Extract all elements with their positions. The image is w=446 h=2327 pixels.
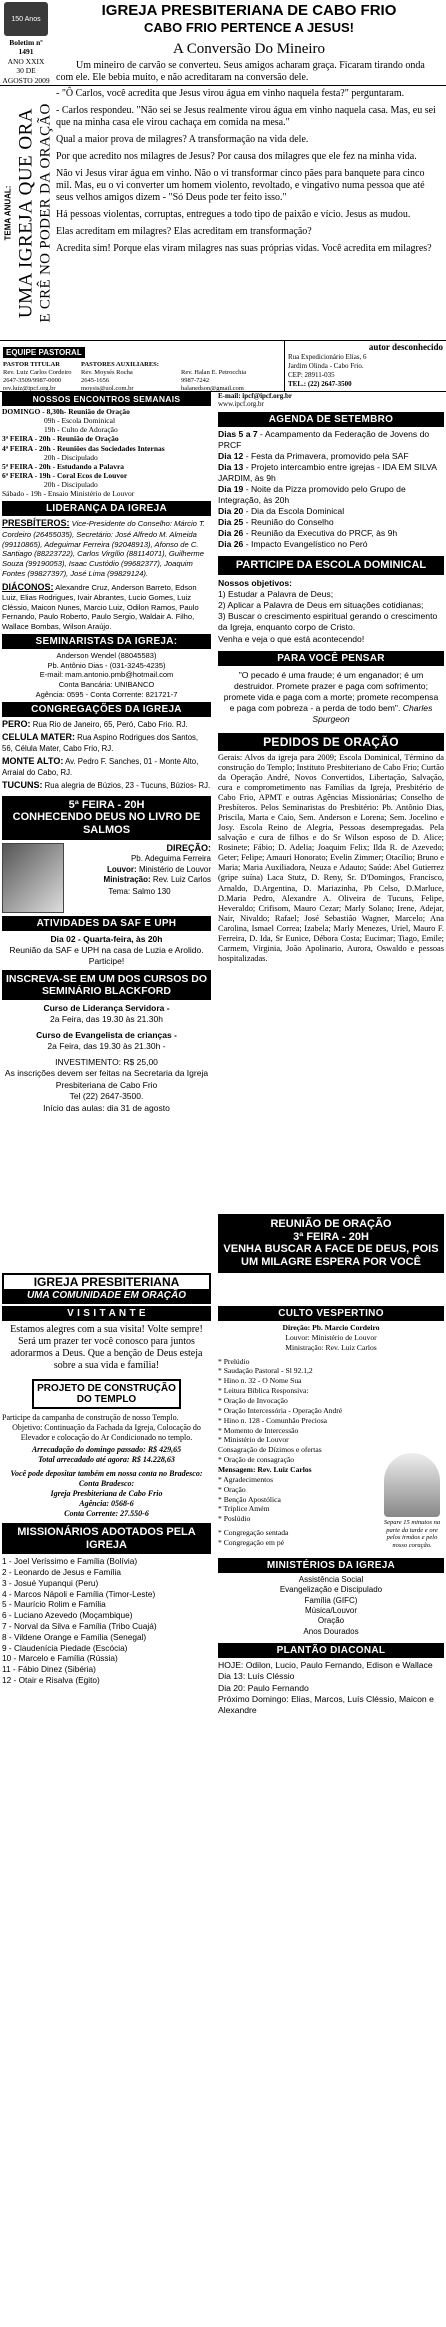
- ministerio-item: Anos Dourados: [303, 1626, 359, 1636]
- louvor-name: Ministério de Louvor: [138, 864, 211, 874]
- contact-site[interactable]: www.ipcf.org.br: [218, 400, 264, 408]
- article-paragraph: Por que acredito nos milagres de Jesus? Por causa dos milagres que ele fez na minha vida.: [56, 151, 417, 162]
- escola-closing: Venha e veja o que está acontecendo!: [218, 633, 365, 644]
- ministerio-item: Assistência Social: [298, 1574, 364, 1584]
- agenda-day: Dias 5 a 7: [218, 429, 258, 439]
- article-paragraph: - "Ô Carlos, você acredita que Jesus virou água em vinho naquela festa?" perguntaram.: [56, 88, 405, 99]
- bulletin-year: ANO XXIX: [7, 56, 45, 66]
- schedule-item: Sábado - 19h - Ensaio Ministério de Louvor: [2, 489, 135, 499]
- igreja-bar: [2, 1273, 211, 1304]
- ministracao-name: Rev. Luiz Carlos: [152, 875, 211, 885]
- congregacao-name: MONTE ALTO:: [2, 756, 64, 767]
- article-paragraph: Acredita sim! Porque elas viram milagres nas suas próprias vidas. Você acredita em milagres?: [56, 243, 432, 254]
- contact-phone: TEL.: (22) 2647-3500: [288, 379, 352, 388]
- agenda-text: - Projeto intercambio entre igrejas - IDA EM SILVA JARDIM, às 9h: [218, 462, 437, 483]
- bulletin-date: 30 DE AGOSTO 2009: [2, 66, 50, 85]
- section-title-pedidos: PEDIDOS DE ORAÇÃO: [218, 733, 444, 751]
- saf-line2: Reunião da SAF e UPH na casa de Luzia e Arolido. Participe!: [9, 944, 204, 966]
- agenda-text: - Reunião da Executiva do PRCF, às 9h: [245, 528, 398, 538]
- missionario-item: 11 - Fábio Dinez (Sibéria): [2, 1664, 96, 1675]
- pensar-text: "O pecado é uma fraude; é um enganador; é um destruidor. Promete prazer e paga com sofrimento; promete vida e paga com a morte; promete recompensa e paga com pobreza - a perda de todo bem".: [223, 669, 439, 714]
- culto-item: * Leitura Bíblica Responsiva:: [218, 1386, 309, 1396]
- bulletin-number: Boletim nº 1491: [9, 38, 43, 57]
- curso2-title: Curso de Evangelista de crianças -: [36, 1029, 177, 1040]
- congregacao-name: TUCUNS:: [2, 779, 43, 790]
- culto-item: * Momento de Intercessão: [218, 1425, 299, 1435]
- culto-item: * Agradecimentos: [218, 1474, 274, 1484]
- projeto-intro: Participe da campanha de construção de nosso Templo.: [2, 1413, 179, 1422]
- missionario-item: 6 - Luciano Azevedo (Moçambique): [2, 1610, 133, 1621]
- agenda-day: Dia 19: [218, 484, 244, 494]
- reuniao-box: [218, 1214, 444, 1273]
- presbiteros-list: Vice-Presidente do Conselho: Márcio T. Cordeiro (26455035), Secretário: José Alfredo M. Almeida (99110865), Adeguimar Ferreira (92048913), Afonso de C. Santiago (88223722), Carlos Virgílio (88114071), Guilherme Souza (99190053), Isaac Custódio (99682377), Joaquim Fontes (99827397), José Lima (99829124).: [2, 519, 206, 578]
- congregacao-address: Av. Pedro F. Sanches, 01 - Monte Alto, Arraial do Cabo, RJ.: [2, 757, 199, 777]
- contact-address1: Rua Expedicionário Elias, 6: [288, 353, 367, 362]
- missionario-item: 5 - Maurício Rolim e Família: [2, 1599, 106, 1610]
- agenda-text: - Festa da Primavera, promovido pela SAF: [245, 451, 409, 461]
- agenda-text: - Acampamento da Federação de Jovens do PRCF: [218, 429, 430, 450]
- aux1-name: Rev. Moysés Rocha: [81, 369, 133, 377]
- agenda-day: Dia 25: [218, 517, 244, 527]
- section-title-pensar: PARA VOCÊ PENSAR: [218, 651, 444, 666]
- missionario-item: 7 - Norval da Silva e Família (Tribo Cuajá): [2, 1620, 157, 1631]
- section-title-salmos: [2, 796, 211, 840]
- missionario-item: 8 - Vildene Orange e Família (Senegal): [2, 1631, 147, 1642]
- article-paragraph: Há pessoas violentas, corruptas, entregues a todo tipo de paixão e vício. Jesus as mudou.: [56, 209, 411, 220]
- section-title-lideranca: LIDERANÇA DA IGREJA: [2, 501, 211, 516]
- church-slogan: CABO FRIO PERTENCE A JESUS!: [144, 20, 354, 35]
- theme-small: TEMA ANUAL:: [3, 185, 13, 241]
- praying-woman-icon: [384, 1453, 440, 1517]
- agenda-item: [218, 506, 444, 517]
- missionario-item: 9 - Claudenícia Piedade (Escócia): [2, 1642, 128, 1653]
- plantao-d13: Dia 13: Luís Cléssio: [218, 1671, 295, 1682]
- header: [0, 0, 446, 86]
- culto-item: Consagração de Dízimos e ofertas: [218, 1445, 322, 1455]
- curso2-text: 2a Feira, das 19.30 às 21.30h -: [47, 1041, 166, 1052]
- section-title-escola: PARTICIPE DA ESCOLA DOMINICAL: [218, 556, 444, 575]
- salmos-tema: Tema: Salmo 130: [108, 887, 171, 897]
- plantao-hoje: HOJE: Odilon, Lucio, Paulo Fernando, Edison e Wallace: [218, 1660, 433, 1671]
- article-title: A Conversão Do Mineiro: [172, 41, 326, 57]
- congregacao-address: Rua alegria de Búzios, 23 - Tucuns, Búzios- RJ.: [44, 780, 211, 790]
- congregacao-name: CELULA MATER:: [2, 732, 75, 743]
- bible-image-icon: [2, 843, 64, 913]
- reuniao-title3: VENHA BUSCAR A FACE DE DEUS, POIS UM MILAGRE ESPERA POR VOCÊ: [223, 1243, 439, 1268]
- culto-item: * Hino n. 32 - O Nome Sua: [218, 1376, 302, 1386]
- culto-item: * Tríplice Amém: [218, 1504, 270, 1514]
- diaconos-list: Alexandre Cruz, Anderson Barreto, Edson Luiz, Elias Rodrigues, Ivair Abrantes, Lucio Gomes, Luiz Cléssio, Maicon Nunes, Marcio Luiz, Odilon Ramos, Paulo Fernando, Paulo Roberto, Paulo Sergio, Waldair A. Filho, Wallace Bombas, Wilson Araújo.: [2, 582, 199, 632]
- congregacao-item: [2, 719, 211, 731]
- article-paragraph: - Carlos respondeu. "Não sei se Jesus realmente virou água em vinho naquela casa. Mas, eu sei que na minha casa ele virou cachaça em comida na mesa.": [56, 105, 436, 128]
- aux1-phone: 2645-1656: [81, 377, 110, 385]
- projeto-agencia: Agência: 0568-6: [79, 1499, 134, 1508]
- agenda-text: - Impacto Evangelístico no Peró: [245, 539, 368, 549]
- aux1-email[interactable]: moysis@uol.com.br: [81, 385, 134, 393]
- presbiteros-label: PRESBÍTEROS:: [2, 518, 70, 529]
- culto-item: * Congregação sentada: [218, 1528, 289, 1538]
- escola-item: 1) Estudar a Palavra de Deus;: [218, 588, 334, 599]
- equipe-title: EQUIPE PASTORAL: [3, 347, 85, 358]
- ministracao-label: Ministração:: [103, 875, 151, 885]
- culto-item: * Benção Apostólica: [218, 1494, 281, 1504]
- contact-cep: CEP: 28911-035: [288, 370, 335, 379]
- culto-direcao: Direção: Pb. Marcio Cordeiro: [282, 1323, 380, 1332]
- igreja-bar-title: IGREJA PRESBITERIANA: [33, 1275, 180, 1289]
- section-title-blackford: INSCREVA-SE EM UM DOS CURSOS DO SEMINÁRIO BLACKFORD: [2, 970, 211, 1000]
- agenda-item: [218, 484, 444, 506]
- projeto-objetivo: Objetivo: Continuação da Fachada da Igreja, Colocação do Elevador e colocação do Ar Condicionado no templo.: [12, 1423, 201, 1442]
- article-paragraph: Qual a maior prova de milagres? A transformação na vida dele.: [56, 134, 309, 145]
- side-banner: [0, 86, 52, 340]
- section-title-agenda: AGENDA DE SETEMBRO: [218, 412, 444, 427]
- ministerio-item: Oração: [317, 1616, 345, 1626]
- missionario-item: 4 - Marcos Nápoli e Família (Timor-Leste): [2, 1588, 156, 1599]
- section-title-culto: CULTO VESPERTINO: [218, 1306, 444, 1321]
- schedule-item: 4ª FEIRA - 20h - Reuniões das Sociedades Internas: [2, 443, 165, 453]
- section-title-ministerios: MINISTÉRIOS DA IGREJA: [218, 1558, 444, 1573]
- schedule-item: DOMINGO - 8,30h- Reunião de Oração: [2, 407, 130, 416]
- agenda-day: Dia 26: [218, 539, 244, 549]
- agenda-day: Dia 13: [218, 462, 244, 472]
- agenda-item: [218, 451, 444, 462]
- titular-email[interactable]: rev.luiz@ipcf.org.br: [3, 385, 56, 393]
- agenda-item: [218, 517, 444, 528]
- pedidos-text: Gerais: Alvos da igreja para 2009; Escola Dominical, Término da construção do Templo; Instituto Presbiteriano de Cabo Frio; Curtão da Operação André, Novos Convertidos, Libertação, Salvação, cura e comprometimento nas Famílias da Igreja, Presbitério de Cabo Frio, APMT e outras Agências Missionárias; Conselho de Presbíteros. Pelos Seminaristas do Presbitério: Pb. Antônio Dias, Priscila, Marta e Caio, Sem. Anderson e Lorena; Sem. Jocelino e Josy. Escola Reino de Alegria, Pessoas desempregadas. Pela salvação e cura de filhos e do Sr Wilson esposo de D. Alice; Rosinete; Fábio; D. Adelia; Joaquim Felix; Ilda R. de Azevedo; Geter; Felipe; Amauri Honorato; Evelin Zimmer; Otacílio; Bruno e Maria; Maria Auxiliadora, Neuza e Adauto; Saúde: Abel Gutierrez (gripe suína) Laca Stutz, D. Reny, Sr. D'Domingos, Francisco, Arnaldo, D.Argentina, D. Mariazinha, Pb Celso, D.Marluce, D.Maria Pedro, Alexandre A. Oliveira de Tucuns, Felipe, Heveraldo; Crifisom, Mauro Cezar; Marly Solano; Irene, Adejar, Nair, Nivaldo; Rafael; José Sebastião Wagner, Marcelo; Ana Carolina, Ismael Correa; Izabela; Marly Menezes, Uriel, Mauro F. Ferreira, D. Ida, Sr Eunice, Débora Costa; Eucimar; Tiago, Emile; Carmem, Virginia, João Apolinario, Aurora, Oswaldo e pessoas hospitalizadas.: [218, 752, 444, 964]
- agenda-day: Dia 20: [218, 506, 244, 516]
- article-paragraph: Não vi Jesus virar água em vinho. Não o vi transformar cinco pães para banquete para cinco mil. Mas, eu o vi converter um homem violento, revoltado, e vingativo numa pessoa que até seus velhos amigos dizem - "Só Deus pode ter feito isso.": [56, 168, 425, 203]
- schedule-item: 20h - Discipulado: [44, 452, 98, 462]
- agenda-item: [218, 429, 444, 451]
- plantao-proximo: Próximo Domingo: Elias, Marcos, Luís Cléssio, Maicon e Alexandre: [218, 1693, 434, 1715]
- agenda-item: [218, 539, 444, 550]
- escola-item: 2) Aplicar a Palavra de Deus em situações cotidianas;: [218, 599, 424, 610]
- section-title-plantao: PLANTÃO DIACONAL: [218, 1643, 444, 1658]
- agenda-item: [218, 528, 444, 539]
- visitante-text: Estamos alegres com a sua visita! Volte sempre! Será um prazer ter você conosco para juntos adorarmos a Deus. Que a benção de Deus esteja sobre a sua vida e família!: [10, 1324, 203, 1371]
- projeto-corrente: Conta Corrente: 27.550-6: [64, 1509, 149, 1518]
- projeto-total: Total arrecadado até agora: R$ 14.228,63: [38, 1455, 175, 1464]
- congregacao-name: PERO:: [2, 718, 31, 729]
- theme-line1: UMA IGREJA QUE ORA: [15, 107, 37, 319]
- louvor-label: Louvor:: [106, 864, 137, 874]
- culto-item: * Oração Intercessória - Operação André: [218, 1405, 343, 1415]
- agenda-text: - Noite da Pizza promovido pelo Grupo de Integração, às 20h: [218, 484, 406, 505]
- reuniao-title1: REUNIÃO DE ORAÇÃO: [270, 1218, 392, 1230]
- culto-item: * Ministério de Louvor: [218, 1435, 289, 1445]
- church-name: IGREJA PRESBITERIANA DE CABO FRIO: [101, 2, 397, 19]
- projeto-conta-name: Igreja Presbiteriana de Cabo Frio: [50, 1489, 163, 1498]
- schedule-item: 6ª FEIRA - 19h - Coral Ecos de Louvor: [2, 470, 128, 480]
- culto-item: * Congregação em pé: [218, 1538, 284, 1548]
- seal-text: 150 Anos: [11, 15, 41, 23]
- contact-address2: Jardim Olinda - Cabo Frio.: [288, 362, 364, 370]
- schedule-item: 09h - Escola Dominical: [44, 416, 116, 426]
- projeto-conta-label: Conta Bradesco:: [78, 1479, 135, 1488]
- ministerio-item: Evangelização e Discipulado: [279, 1585, 383, 1595]
- article-author: autor desconhecido: [368, 342, 443, 352]
- congregacao-item: [2, 756, 211, 778]
- aux-label: PASTORES AUXILIARES:: [81, 361, 159, 368]
- blackford-inicio: Início das aulas: dia 31 de agosto: [43, 1102, 170, 1113]
- blackford-text: As inscrições devem ser feitas na Secretaria da Igreja Presbiteriana de Cabo Frio: [4, 1068, 209, 1090]
- culto-item: Mensagem: Rev. Luiz Carlos: [218, 1465, 312, 1475]
- culto-note: Separe 15 minutos na parte da tarde e ore pelos irmãos e pelo nosso coração.: [383, 1518, 441, 1550]
- section-title-seminaristas: SEMINARISTAS DA IGREJA:: [2, 634, 211, 649]
- contact-email[interactable]: E-mail: ipcf@ipcf.org.br: [218, 392, 292, 400]
- diaconos-label: DIÁCONOS:: [2, 581, 54, 592]
- titular-name: Rev. Luiz Carlos Cordeiro: [3, 369, 72, 377]
- salmos-title2: CONHECENDO DEUS NO LIVRO DE SALMOS: [12, 811, 201, 836]
- schedule-item: 5ª FEIRA - 20h - Estudando a Palavra: [2, 461, 125, 471]
- curso1-text: 2a Feira, das 19.30 às 21.30h: [50, 1014, 163, 1025]
- investimento: INVESTIMENTO: R$ 25,00: [55, 1056, 158, 1067]
- seminarista-line: Agência: 0595 - Conta Corrente: 821721-7: [35, 689, 178, 699]
- projeto-bradesco: Você pode depositar também em nossa conta no Bradesco:: [10, 1469, 203, 1478]
- culto-item: * Prelúdio: [218, 1356, 250, 1366]
- culto-item: * Poslúdio: [218, 1514, 251, 1524]
- culto-item: * Oração: [218, 1484, 246, 1494]
- igreja-bar-subtitle: UMA COMUNIDADE EM ORAÇÃO: [4, 1289, 209, 1302]
- titular-phone: 2647-3509/9987-0000: [3, 377, 62, 385]
- culto-item: * Oração de consagração: [218, 1455, 295, 1465]
- agenda-day: Dia 12: [218, 451, 244, 461]
- blackford-phone: Tel (22) 2647-3500.: [69, 1091, 144, 1102]
- section-title-missionarios: MISSIONÁRIOS ADOTADOS PELA IGREJA: [2, 1523, 211, 1554]
- missionario-item: 1 - Joel Veríssimo e Família (Bolívia): [2, 1556, 138, 1567]
- saf-line1: Dia 02 - Quarta-feira, às 20h: [50, 933, 163, 944]
- congregacao-item: [2, 780, 211, 792]
- direcao-name: Pb. Adeguima Ferreira: [130, 854, 211, 864]
- culto-item: * Hino n. 128 - Comunhão Preciosa: [218, 1415, 328, 1425]
- salmos-title1: 5ª FEIRA - 20H: [68, 798, 145, 811]
- schedule-item: 3ª FEIRA - 20h - Reunião de Oração: [2, 434, 119, 444]
- projeto-title: PROJETO DE CONSTRUÇÃO DO TEMPLO: [32, 1379, 181, 1409]
- plantao-d20: Dia 20: Paulo Fernando: [218, 1682, 309, 1693]
- aux2-phone: 9987-7242: [181, 377, 210, 385]
- schedule-item: 20h - Discipulado: [44, 480, 98, 490]
- escola-item: 3) Buscar o crescimento espiritual gerando o crescimento da Igreja, enquanto corpo de Cristo.: [218, 611, 438, 633]
- section-title-saf: ATIVIDADES DA SAF E UPH: [2, 916, 211, 931]
- congregacao-address: Rua Aspino Rodrigues dos Santos, 56, Célula Mater, Cabo Frio, RJ.: [2, 733, 199, 754]
- culto-louvor: Louvor: Ministério de Louvor: [285, 1332, 377, 1342]
- section-title-congregacoes: CONGREGAÇÕES DA IGREJA: [2, 702, 211, 717]
- aux2-email[interactable]: halanedson@gmail.com: [181, 385, 244, 393]
- article-paragraph: Elas acreditam em milagres? Elas acreditam em transformação?: [56, 226, 312, 237]
- seminarista-line: Pb. Antônio Dias - (031-3245-4235): [47, 660, 166, 670]
- curso1-title: Curso de Liderança Servidora -: [43, 1002, 170, 1013]
- theme-line2: E CRÊ NO PODER DA ORAÇÃO: [37, 103, 54, 323]
- aux2-name: Rev. Halan E. Petrocchia: [181, 369, 247, 377]
- culto-item: * Oração de Invocação: [218, 1396, 288, 1406]
- agenda-item: [218, 462, 444, 484]
- culto-ministracao: Ministração: Rev. Luiz Carlos: [285, 1342, 377, 1352]
- ministerio-item: Família (GIFC): [304, 1595, 358, 1605]
- seminarista-line: Anderson Wendel (88045583): [56, 650, 157, 660]
- seminarista-line: Conta Bancária: UNIBANCO: [58, 680, 155, 690]
- missionario-item: 10 - Marcelo e Família (Rússia): [2, 1653, 118, 1664]
- reuniao-title2: 3ª FEIRA - 20H: [293, 1230, 369, 1243]
- direcao-label: DIREÇÃO:: [166, 842, 211, 853]
- escola-objetivos: Nossos objetivos:: [218, 577, 293, 588]
- missionario-item: 3 - Josué Yupanqui (Peru): [2, 1577, 99, 1588]
- missionario-item: 12 - Otair e Risalva (Egito): [2, 1674, 100, 1685]
- schedule-item: 19h - Culto de Adoração: [44, 425, 118, 435]
- logo-box: [0, 0, 52, 85]
- missionario-item: 2 - Leonardo de Jesus e Família: [2, 1567, 121, 1578]
- projeto-arrecadacao: Arrecadação do domingo passado: R$ 429,65: [31, 1445, 182, 1454]
- seminarista-line[interactable]: E-mail: mam.antonio.pmb@hotmail.com: [39, 670, 174, 680]
- congregacao-item: [2, 732, 211, 754]
- section-title-visitante: V I S I T A N T E: [2, 1306, 211, 1321]
- agenda-text: - Dia da Escola Dominical: [245, 506, 345, 516]
- church-seal-icon: [4, 2, 48, 36]
- pensar-author: Charles Spurgeon: [312, 703, 433, 725]
- agenda-text: - Reunião do Conselho: [245, 517, 334, 527]
- titular-label: PASTOR TITULAR: [3, 361, 60, 368]
- ministerio-item: Música/Louvor: [304, 1606, 358, 1616]
- section-title-semanais: NOSSOS ENCONTROS SEMANAIS: [2, 392, 211, 406]
- agenda-day: Dia 26: [218, 528, 244, 538]
- article-paragraph: Um mineiro de carvão se converteu. Seus amigos acharam graça. Ficaram tirando onda com ele. Ele bebia muito, e não acreditaram na conversão dele.: [56, 60, 425, 83]
- congregacao-address: Rua Rio de Janeiro, 65, Peró, Cabo Frio. RJ.: [32, 719, 188, 729]
- culto-item: * Saudação Pastoral - Sl 92.1,2: [218, 1366, 313, 1376]
